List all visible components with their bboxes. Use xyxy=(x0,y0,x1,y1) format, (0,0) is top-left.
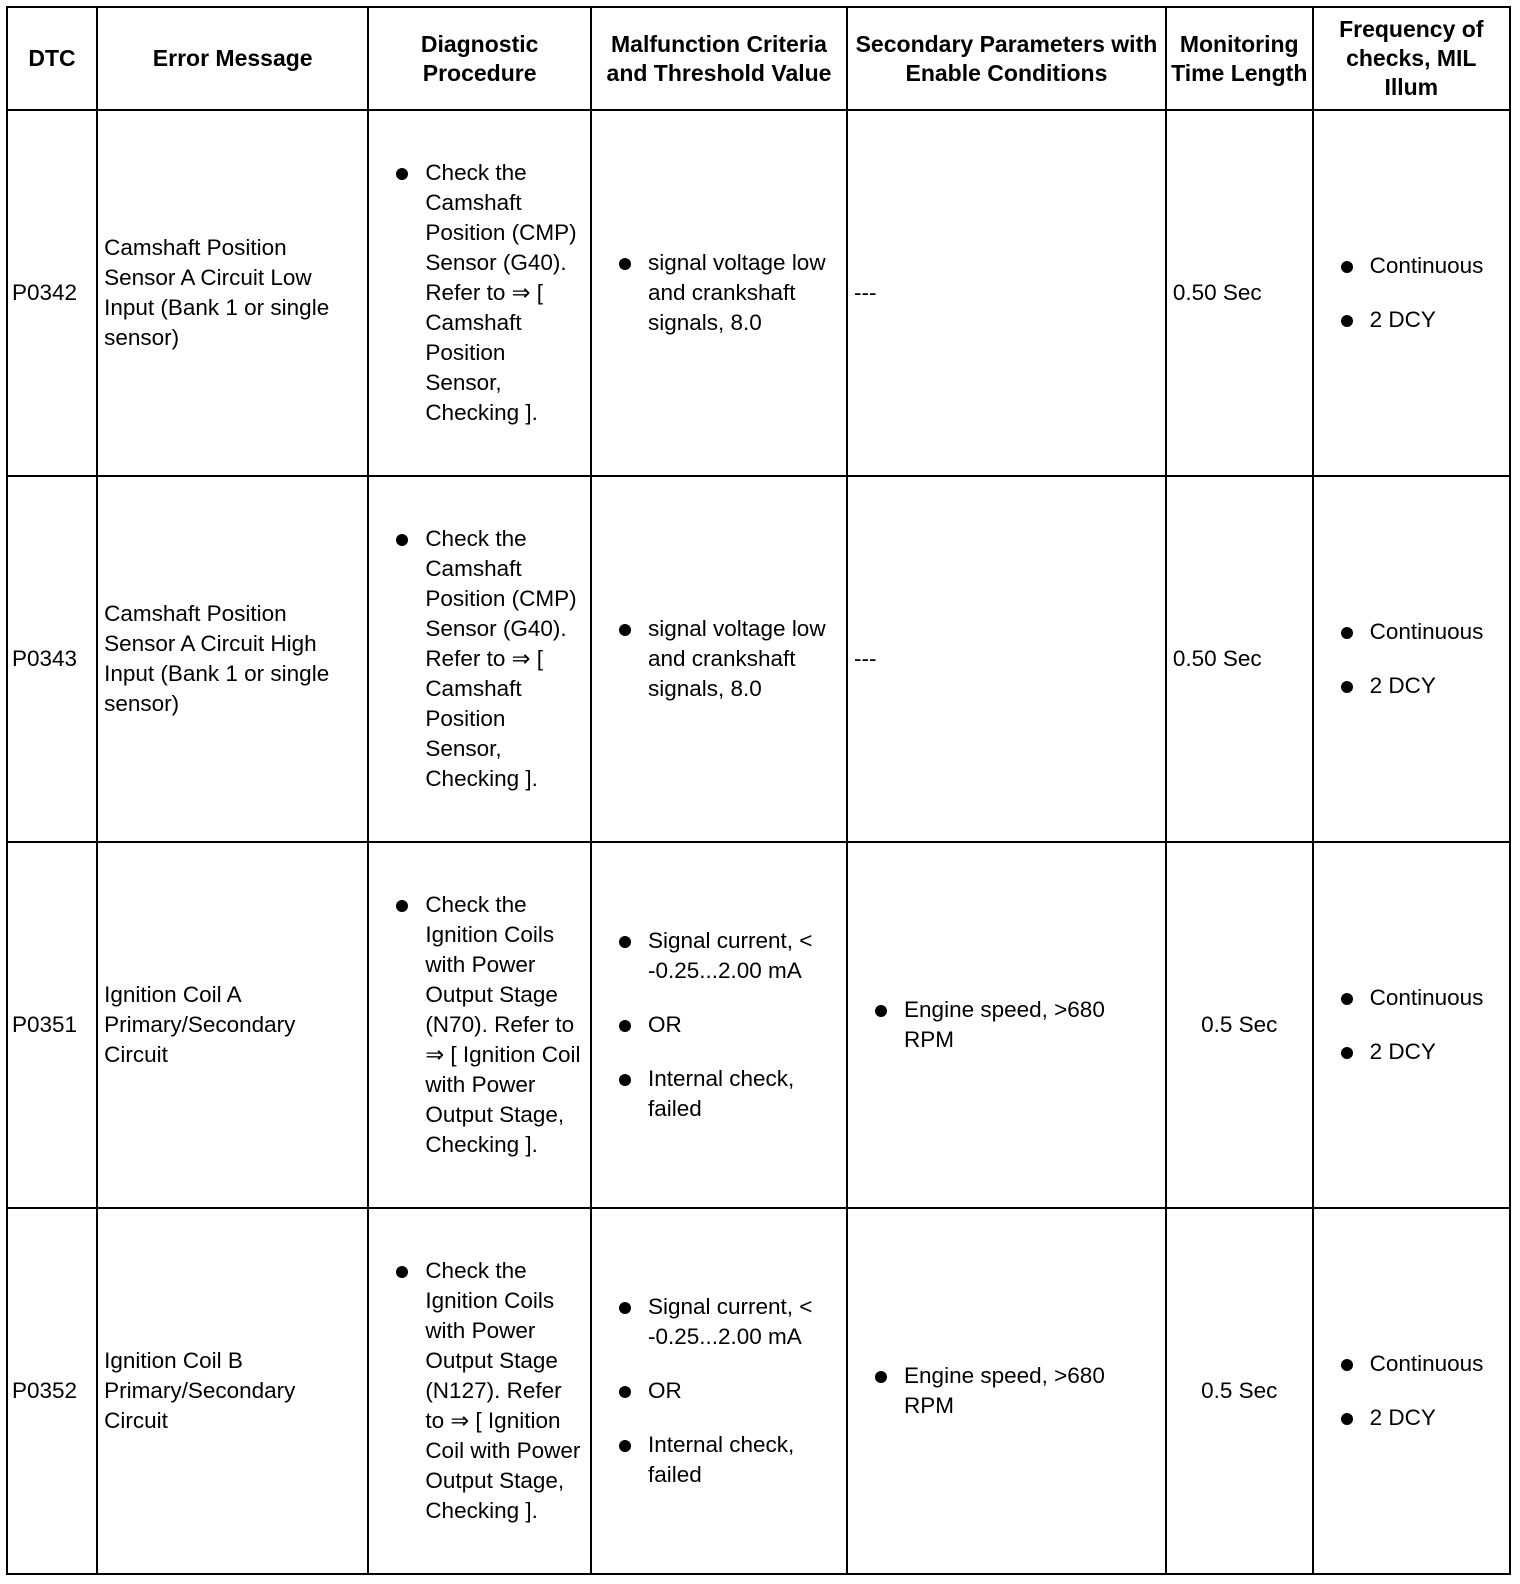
error-message: Camshaft Position Sensor A Circuit High Input (Bank 1 or single sensor) xyxy=(97,476,368,842)
malfunction-item: Internal check, failed xyxy=(614,1430,840,1490)
malfunction-criteria xyxy=(591,842,847,1208)
secondary-parameters xyxy=(847,1208,1166,1574)
header-frequency: Frequency of checks, MIL Illum xyxy=(1313,7,1510,110)
diagnostic-item: Check the Ignition Coils with Power Output Stage (N127). Refer to ⇒ [ Ignition Coil with Power Output Stage, Checking ]. xyxy=(391,1256,584,1526)
secondary-item: Engine speed, >680 RPM xyxy=(870,1361,1159,1421)
secondary-item: Engine speed, >680 RPM xyxy=(870,995,1159,1055)
dtc-code: P0352 xyxy=(7,1208,97,1574)
malfunction-item: Internal check, failed xyxy=(614,1064,840,1124)
frequency xyxy=(1313,476,1510,842)
malfunction-item: signal voltage low and crankshaft signals, 8.0 xyxy=(614,614,840,704)
header-secondary-parameters: Secondary Parameters with Enable Conditions xyxy=(847,7,1166,110)
header-error-message: Error Message xyxy=(97,7,368,110)
frequency-item: Continuous xyxy=(1336,1349,1503,1379)
malfunction-item: Signal current, < -0.25...2.00 mA xyxy=(614,1292,840,1352)
monitoring-time: 0.5 Sec xyxy=(1166,842,1313,1208)
frequency-item: Continuous xyxy=(1336,251,1503,281)
dtc-table-page xyxy=(6,6,1511,1573)
error-message: Ignition Coil A Primary/Secondary Circuit xyxy=(97,842,368,1208)
malfunction-item: Signal current, < -0.25...2.00 mA xyxy=(614,926,840,986)
dtc-code: P0342 xyxy=(7,110,97,476)
dtc-code: P0343 xyxy=(7,476,97,842)
malfunction-criteria xyxy=(591,110,847,476)
malfunction-criteria xyxy=(591,1208,847,1574)
frequency xyxy=(1313,842,1510,1208)
header-row xyxy=(7,7,1510,110)
diagnostic-procedure xyxy=(368,1208,591,1574)
header-diagnostic-procedure: Diagnostic Procedure xyxy=(368,7,591,110)
diagnostic-item: Check the Camshaft Position (CMP) Sensor (G40). Refer to ⇒ [ Camshaft Position Sensor, Checking ]. xyxy=(391,158,584,428)
frequency-item: Continuous xyxy=(1336,617,1503,647)
error-message: Camshaft Position Sensor A Circuit Low Input (Bank 1 or single sensor) xyxy=(97,110,368,476)
frequency-item: Continuous xyxy=(1336,983,1503,1013)
header-monitoring-time: Monitoring Time Length xyxy=(1166,7,1313,110)
table-row xyxy=(7,476,1510,842)
frequency-item: 2 DCY xyxy=(1336,671,1503,701)
table-row xyxy=(7,842,1510,1208)
malfunction-item: OR xyxy=(614,1010,840,1040)
secondary-parameters xyxy=(847,842,1166,1208)
diagnostic-procedure xyxy=(368,842,591,1208)
frequency-item: 2 DCY xyxy=(1336,1037,1503,1067)
monitoring-time: 0.50 Sec xyxy=(1166,110,1313,476)
malfunction-item: OR xyxy=(614,1376,840,1406)
diagnostic-procedure xyxy=(368,110,591,476)
frequency xyxy=(1313,110,1510,476)
malfunction-criteria xyxy=(591,476,847,842)
dtc-code: P0351 xyxy=(7,842,97,1208)
frequency-item: 2 DCY xyxy=(1336,305,1503,335)
monitoring-time: 0.50 Sec xyxy=(1166,476,1313,842)
dtc-table xyxy=(6,6,1511,1575)
table-row xyxy=(7,110,1510,476)
frequency xyxy=(1313,1208,1510,1574)
header-malfunction-criteria: Malfunction Criteria and Threshold Value xyxy=(591,7,847,110)
secondary-parameters: --- xyxy=(847,110,1166,476)
diagnostic-procedure xyxy=(368,476,591,842)
malfunction-item: signal voltage low and crankshaft signals, 8.0 xyxy=(614,248,840,338)
table-row xyxy=(7,1208,1510,1574)
header-dtc: DTC xyxy=(7,7,97,110)
diagnostic-item: Check the Ignition Coils with Power Output Stage (N70). Refer to ⇒ [ Ignition Coil with Power Output Stage, Checking ]. xyxy=(391,890,584,1160)
frequency-item: 2 DCY xyxy=(1336,1403,1503,1433)
diagnostic-item: Check the Camshaft Position (CMP) Sensor (G40). Refer to ⇒ [ Camshaft Position Sensor, Checking ]. xyxy=(391,524,584,794)
error-message: Ignition Coil B Primary/Secondary Circuit xyxy=(97,1208,368,1574)
monitoring-time: 0.5 Sec xyxy=(1166,1208,1313,1574)
secondary-parameters: --- xyxy=(847,476,1166,842)
